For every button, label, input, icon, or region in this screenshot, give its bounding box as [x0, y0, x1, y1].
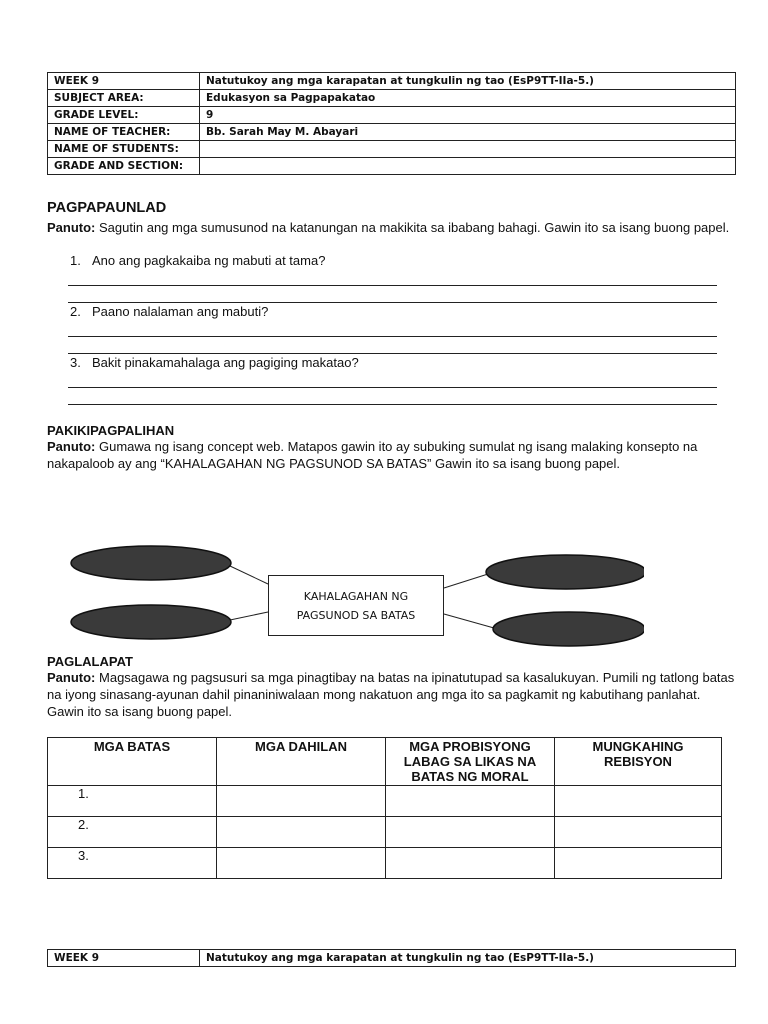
table-row	[48, 950, 736, 967]
laws-table	[47, 737, 722, 879]
question-text: Bakit pinakamahalaga ang pagiging makatao?	[92, 355, 359, 370]
table-row	[48, 786, 722, 817]
pagpapaunlad-title: PAGPAPAUNLAD	[47, 200, 167, 216]
table-cell[interactable]	[217, 848, 386, 879]
table-cell[interactable]	[555, 817, 722, 848]
week-value: Natutukoy ang mga karapatan at tungkulin ng tao (EsP9TT-IIa-5.)	[200, 950, 736, 967]
concept-oval-top-left	[71, 546, 231, 580]
table-cell[interactable]	[555, 786, 722, 817]
table-row	[48, 73, 736, 90]
table-row	[48, 817, 722, 848]
table-row	[48, 141, 736, 158]
table-row	[48, 124, 736, 141]
grade-section-label: GRADE AND SECTION:	[48, 158, 200, 175]
answer-line[interactable]	[68, 387, 717, 388]
instruction-text: Sagutin ang mga sumusunod na katanungan na makikita sa ibabang bahagi. Gawin ito sa isang buong papel.	[99, 220, 730, 235]
table-cell[interactable]	[555, 848, 722, 879]
subject-area-label: SUBJECT AREA:	[48, 90, 200, 107]
grade-level-label: GRADE LEVEL:	[48, 107, 200, 124]
question-text: Paano nalalaman ang mabuti?	[92, 304, 269, 319]
concept-center-text: KAHALAGAHAN NG PAGSUNOD SA BATAS	[296, 589, 416, 622]
pakikipagpalihan-instruction	[47, 438, 737, 472]
row-number[interactable]: 1.	[48, 786, 217, 817]
question-1	[70, 253, 325, 269]
row-number[interactable]: 2.	[48, 817, 217, 848]
pakikipagpalihan-title: PAKIKIPAGPALIHAN	[47, 423, 175, 438]
connector-line	[230, 612, 268, 620]
question-text: Ano ang pagkakaiba ng mabuti at tama?	[92, 253, 326, 268]
answer-line[interactable]	[68, 285, 717, 286]
row-number[interactable]: 3.	[48, 848, 217, 879]
table-cell[interactable]	[386, 848, 555, 879]
teacher-value: Bb. Sarah May M. Abayari	[200, 124, 736, 141]
week-label: WEEK 9	[48, 73, 200, 90]
footer-info-table	[47, 949, 736, 967]
answer-line[interactable]	[68, 353, 717, 354]
question-3	[70, 355, 359, 371]
students-value[interactable]	[200, 141, 736, 158]
instruction-label: Panuto:	[47, 670, 96, 685]
column-header: MUNGKAHING REBISYON	[555, 738, 722, 786]
concept-oval-top-right	[486, 555, 646, 589]
concept-oval-bottom-right	[493, 612, 645, 646]
table-header-row	[48, 738, 722, 786]
week-value: Natutukoy ang mga karapatan at tungkulin ng tao (EsP9TT-IIa-5.)	[200, 73, 736, 90]
concept-oval-bottom-left	[71, 605, 231, 639]
paglalapat-title: PAGLALAPAT	[47, 654, 133, 669]
table-row	[48, 158, 736, 175]
instruction-text: Gumawa ng isang concept web. Matapos gawin ito ay subuking sumulat ng isang malaking konsepto na nakapaloob ay ang “KAHALAGAHAN NG PAGSUNOD SA BATAS” Gawin ito sa isang buong papel.	[47, 439, 698, 471]
column-header: MGA PROBISYONG LABAG SA LIKAS NA BATAS NG MORAL	[386, 738, 555, 786]
students-label: NAME OF STUDENTS:	[48, 141, 200, 158]
table-cell[interactable]	[386, 786, 555, 817]
answer-line[interactable]	[68, 336, 717, 337]
teacher-label: NAME OF TEACHER:	[48, 124, 200, 141]
instruction-label: Panuto:	[47, 220, 96, 235]
answer-line[interactable]	[68, 302, 717, 303]
subject-area-value: Edukasyon sa Pagpapakatao	[200, 90, 736, 107]
instruction-text: Magsagawa ng pagsusuri sa mga pinagtibay na batas na ipinatutupad sa kasalukuyan. Pumili ng tatlong batas na iyong sinasang-ayunan dahil pinaniniwalaan mong nakatuon ang mga ito sa pagkamit ng kabutihang panlahat. Gawin ito sa isang buong papel.	[47, 670, 735, 719]
column-header: MGA BATAS	[48, 738, 217, 786]
connector-line	[444, 574, 488, 588]
connector-line	[230, 566, 268, 584]
instruction-label: Panuto:	[47, 439, 96, 454]
question-2	[70, 304, 268, 320]
question-number: 1.	[70, 253, 81, 268]
table-row	[48, 90, 736, 107]
concept-center-box	[268, 575, 444, 636]
table-cell[interactable]	[217, 786, 386, 817]
answer-line[interactable]	[68, 404, 717, 405]
question-number: 3.	[70, 355, 81, 370]
question-number: 2.	[70, 304, 81, 319]
connector-line	[444, 614, 494, 628]
header-info-table	[47, 72, 736, 175]
week-label: WEEK 9	[48, 950, 200, 967]
table-row	[48, 107, 736, 124]
column-header: MGA DAHILAN	[217, 738, 386, 786]
grade-level-value: 9	[200, 107, 736, 124]
table-row	[48, 848, 722, 879]
paglalapat-instruction	[47, 669, 737, 720]
grade-section-value[interactable]	[200, 158, 736, 175]
pagpapaunlad-instruction	[47, 219, 737, 236]
table-cell[interactable]	[386, 817, 555, 848]
table-cell[interactable]	[217, 817, 386, 848]
